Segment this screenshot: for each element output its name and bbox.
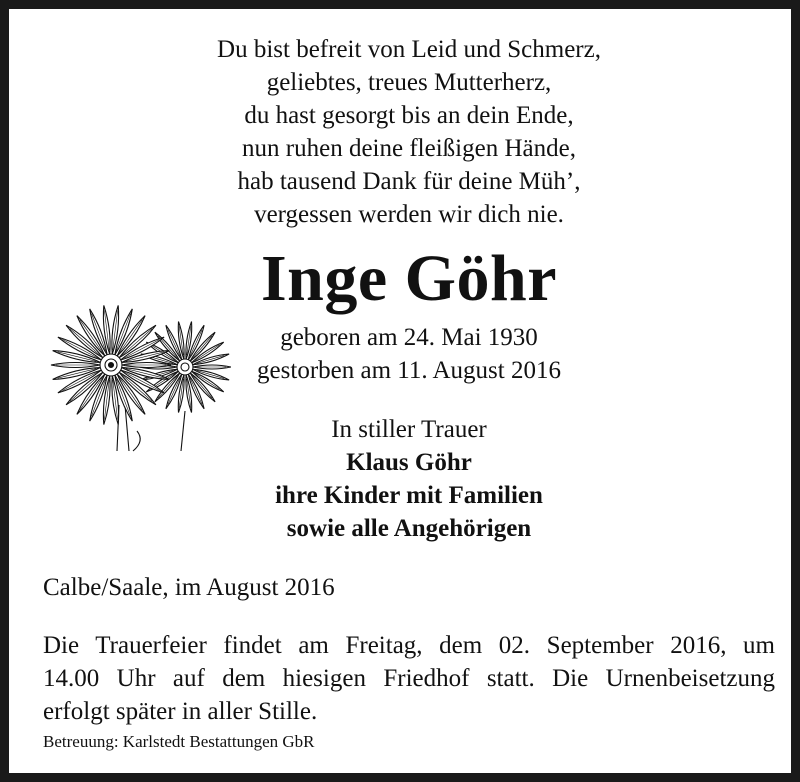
poem-line: hab tausend Dank für deine Müh’, xyxy=(237,168,581,195)
death-date: gestorben am 11. August 2016 xyxy=(257,357,561,384)
funeral-line: 14.00 Uhr auf dem hiesigen Friedhof statt. Die Urnenbeisetzung xyxy=(43,665,775,692)
deceased-name: Inge Göhr xyxy=(260,242,558,315)
funeral-home-credit: Betreuung: Karlstedt Bestattungen GbR xyxy=(43,732,315,751)
poem-line: nun ruhen deine fleißigen Hände, xyxy=(242,135,576,162)
mourner-name: ihre Kinder mit Familien xyxy=(275,482,543,509)
funeral-info xyxy=(43,629,775,728)
mourners-block xyxy=(109,413,709,545)
funeral-line: erfolgt später in aller Stille. xyxy=(43,698,318,725)
birth-date: geboren am 24. Mai 1930 xyxy=(280,324,538,351)
mourner-name: Klaus Göhr xyxy=(346,449,472,476)
poem-line: geliebtes, treues Mutterherz, xyxy=(266,69,552,96)
memorial-poem xyxy=(109,33,709,231)
mourning-intro: In stiller Trauer xyxy=(331,416,487,443)
mourner-name: sowie alle Angehörigen xyxy=(286,515,532,542)
poem-line: Du bist befreit von Leid und Schmerz, xyxy=(217,36,601,63)
poem-line: du hast gesorgt bis an dein Ende, xyxy=(244,102,574,129)
place-and-date: Calbe/Saale, im August 2016 xyxy=(43,574,335,601)
life-dates xyxy=(159,321,659,387)
poem-line: vergessen werden wir dich nie. xyxy=(254,201,564,228)
funeral-line: Die Trauerfeier findet am Freitag, dem 02. September 2016, um xyxy=(43,632,775,659)
